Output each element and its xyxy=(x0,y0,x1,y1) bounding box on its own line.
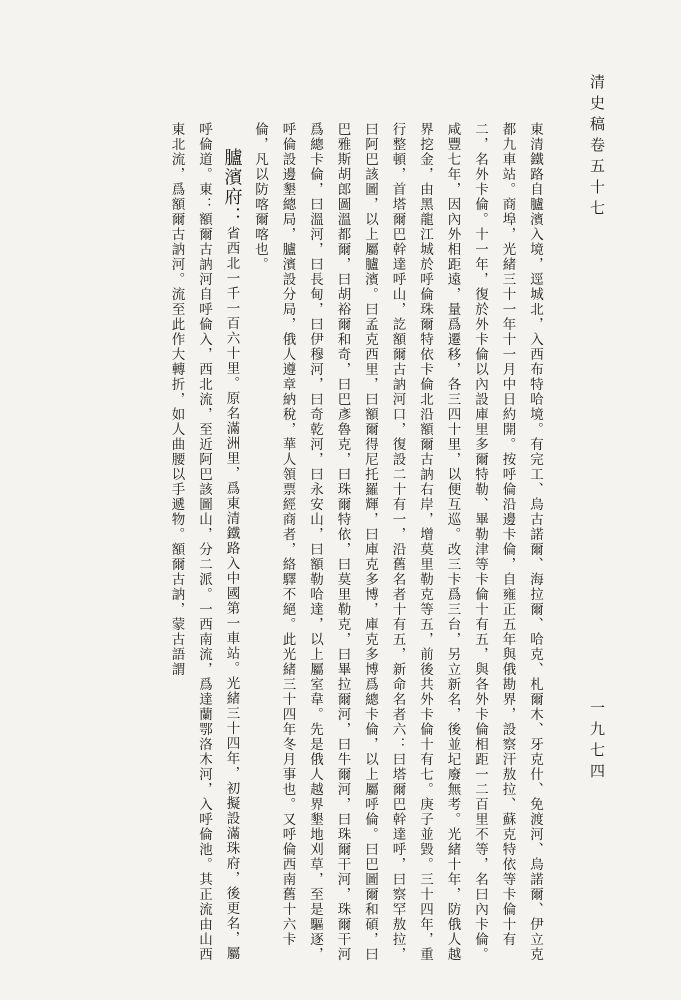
prefecture-paragraph-lubin xyxy=(162,122,246,962)
page-number: 一九七四 xyxy=(588,700,606,784)
section-heading-lubin: 臚濱府： xyxy=(221,148,243,226)
prefecture-paragraph-hulun: 東清鐵路自臚濱入境，逕城北，入西布特哈境。有完工、烏古諾爾、海拉爾、哈克、札爾木、牙克什、免渡河、烏諾爾、伊立克都九車站。商埠，光緒三十一年十一月中日約開。按呼倫沿邊卡倫，自雍正五年與俄勘界，設察汗敖拉、蘇克特依等卡倫十有二，名外卡倫。十一年，復於外卡倫以內設庫里多爾特勒、畢勒津等卡倫十有五，與各外卡倫相距一二百里不等，名曰內卡倫。咸豐七年，因內外相距遠，量爲遷移，各三四十里，以便互巡。改三卡爲三台，另立新名，後並圮廢無考。光緒十年，防俄人越界挖金，由黑龍江城於呼倫珠爾特依卡倫北沿額爾古訥右岸，增莫里勒克等五，前後共外卡倫十有七。庚子並毀。三十四年，重行整頓，首塔爾巴幹達呼山，訖額爾古訥河口，復設二十有一，沿舊名者十有五，新命名者六：曰塔爾巴幹達呼，曰察罕敖拉，曰阿巴該圖，以上屬臚濱。曰孟克西里，曰額爾得尼托羅輝，曰庫克多博，庫克多博爲總卡倫，以上屬呼倫。曰巴圖爾和碩，曰巴雅斯胡郎圖溫都爾，曰胡裕爾和奇，曰巴彥魯克，曰珠爾特依，曰莫里勒克，曰畢拉爾河，曰牛爾河，曰珠爾干河，珠爾干河爲總卡倫，曰溫河，曰長甸，曰伊穆河，曰奇乾河，曰永安山，曰額勒哈達，以上屬室韋。先是俄人越界墾地刈草，至是驅逐，呼倫設邊墾總局，臚濱設分局，俄人遵章納稅，華人領票經商者，絡驛不絕。此光緒三十四年冬月事也。又呼倫西南舊十六卡倫，凡以防喀爾喀也。 xyxy=(252,122,543,962)
running-header: 清史稿卷五十七 xyxy=(588,74,606,221)
vertical-body-text xyxy=(68,122,548,962)
lubin-body-text: 省西北一千一百六十里。原名滿洲里，爲東清鐵路入中國第一車站。光緒三十四年，初擬設滿珠府，後更名，屬呼倫道。東：額爾古訥河自呼倫入，西北流，至近阿巴該圖山，分二派。一西南流，爲達蘭鄂洛木河，入呼倫池。其正流由山西東北流，爲額爾古訥河。流至此作大轉折，如人曲腰以手遞物。額爾古訥，蒙古語謂 xyxy=(168,122,240,962)
